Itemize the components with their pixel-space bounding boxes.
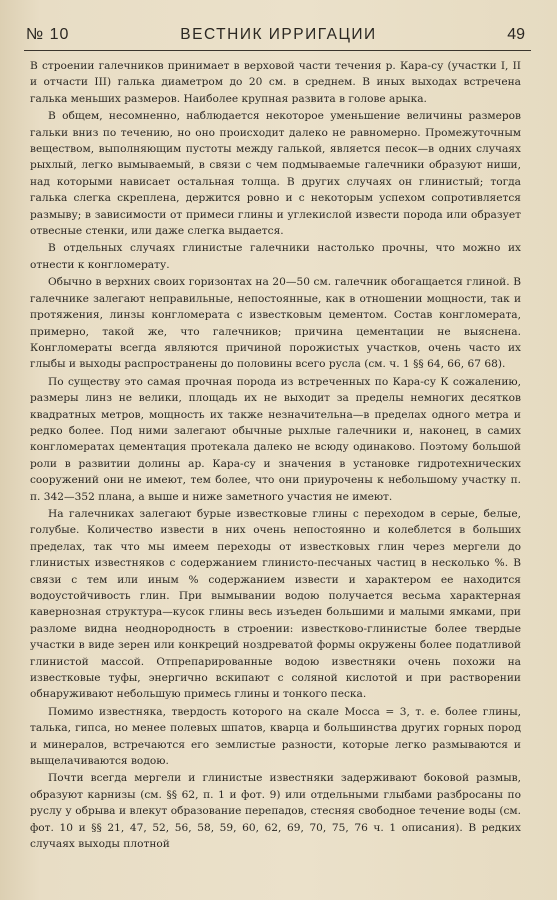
paragraph: В отдельных случаях глинистые галечники настолько прочны, что можно их отнести к конгломерату. (30, 242, 521, 271)
paragraph: В общем, несомненно, наблюдается некоторое уменьшение величины размеров гальки вниз по течению, но оно происходит далеко не равномерно. Промежуточным веществом, выполняющим пустоты между галькой, является песок—в одних случаях рыхлый, легко вымываемый, в связи с чем подмываемые галечники образуют ниши, над которыми нависает остальная толща. В других случаях он глинистый; тогда галька слегка скреплена, держится ровно и с некоторым успехом сопротивляется размыву; в зависимости от примеси глины и углекислой извести порода или образует отвесные стенки, или даже слегка выдается. (30, 110, 521, 238)
issue-number: № 10 (26, 26, 70, 43)
paragraph: Помимо известняка, твердость которого на скале Мосса = 3, т. е. более глины, талька, гипса, но менее полевых шпатов, кварца и большинства других горных пород и минералов, встречаются его землистые разности, которые легко размываются и выщелачиваются водою. (30, 705, 521, 768)
page-header (26, 22, 531, 48)
article-body (30, 58, 521, 853)
journal-title: ВЕСТНИК ИРРИГАЦИИ (180, 26, 377, 43)
paragraph: Почти всегда мергели и глинистые известняки задерживают боковой размыв, образуют карнизы (см. §§ 62, п. 1 и фот. 9) или отдельными глыбами разбросаны по руслу у обрыва и влекут образование перепадов, стесняя свободное течение воды (см. фот. 10 и §§ 21, 47, 52, 56, 58, 59, 60, 62, 69, 70, 75, 76 ч. 1 описания). В редких случаях выходы плотной (30, 772, 521, 851)
header-rule (24, 50, 531, 51)
page-number: 49 (507, 26, 525, 43)
paragraph: Обычно в верхних своих горизонтах на 20—50 см. галечник обогащается глиной. В галечнике залегают неправильные, непостоянные, как в отношении мощности, так и протяжения, линзы конгломерата с известковым цементом. Состав конгломерата, примерно, такой же, что галечников; причина цементации не выяснена. Конгломераты всегда являются причиной порожистых участков, очень часто их глыбы и выходы распространены до половины всего русла (см. ч. 1 §§ 64, 66, 67 68). (30, 276, 521, 371)
paragraph: По существу это самая прочная порода из встреченных по Кара-су К сожалению, размеры линз не велики, площадь их не выходит за пределы немногих десятков квадратных метров, мощность их также незначительна—в пределах одного метра и редко более. Под ними залегают обычные рыхлые галечники и, наконец, в самих конгломератах цементация протекала далеко не всюду одинаково. Поэтому большой роли в развитии долины ар. Кара-су и значения в установке гидротехнических сооружений они не имеют, тем более, что они приурочены к небольшому участку п. п. 342—352 плана, а выше и ниже заметного участия не имеют. (30, 375, 521, 503)
paragraph: На галечниках залегают бурые известковые глины с переходом в серые, белые, голубые. Количество извести в них очень непостоянно и колеблется в больших пределах, так что мы имеем переходы от известковых глин через мергели до глинистых известняков с содержанием глинисто-песчаных частиц в несколько %. В связи с тем или иным % содержанием извести и характером ее находится водоустойчивость глин. При вымывании водою получается весьма характерная кавернозная структура—кусок глины весь изъеден большими и малыми ямками, при разломе видна неоднородность в строении: известково-глинистые более твердые участки в виде зерен или конкреций ноздреватой формы окружены более податливой глинистой массой. Отпрепарированные водою известняки очень похожи на известковые туфы, энергично вскипают с соляной кислотой и при растворении обнаруживают небольшую примесь глины и тонкого песка. (30, 507, 521, 701)
paragraph: В строении галечников принимает в верховой части течения р. Кара-су (участки I, II и отчасти III) галька диаметром до 20 см. в среднем. В иных выходах встречена галька меньших размеров. Наиболее крупная развита в голове арыка. (30, 60, 521, 105)
